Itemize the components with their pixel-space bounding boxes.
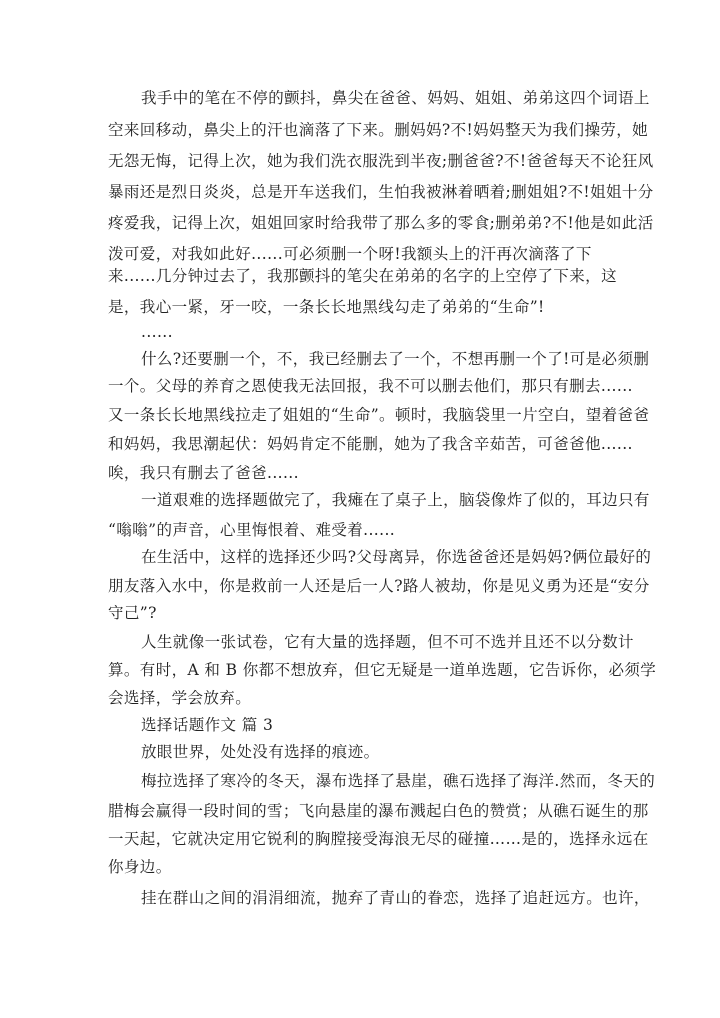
text-line: 在生活中，这样的选择还少吗?父母离异，你选爸爸还是妈妈?俩位最好的 — [141, 548, 652, 566]
text-line: 无怨无悔，记得上次，她为我们洗衣服洗到半夜;删爸爸?不!爸爸每天不论狂风 — [108, 152, 654, 170]
text-line: 算。有时，A 和 B 你都不想放弃，但它无疑是一道单选题，它告诉你，必须学 — [108, 661, 657, 679]
text-line: 守己”? — [108, 604, 157, 622]
text-line: 腊梅会赢得一段时间的雪；飞向悬崖的瀑布溅起白色的赞赏；从礁石诞生的那 — [108, 802, 649, 820]
text-line: 是，我心一紧，牙一咬，一条长长地黑线勾走了弟弟的“生命”! — [108, 298, 545, 316]
text-line: 你身边。 — [108, 858, 172, 876]
text-line: 暴雨还是烈日炎炎，总是开车送我们，生怕我被淋着晒着;删姐姐?不!姐姐十分 — [108, 183, 654, 201]
text-line: 什么?还要删一个，不，我已经删去了一个，不想再删一个了!可是必须删 — [141, 350, 650, 368]
text-line: 挂在群山之间的涓涓细流，抛弃了青山的眷恋，选择了追赶远方。也许， — [141, 889, 650, 907]
text-line: 人生就像一张试卷，它有大量的选择题，但不可不选并且还不以分数计 — [141, 633, 634, 651]
text-line: 放眼世界，处处没有选择的痕迹。 — [141, 743, 380, 761]
text-line: 疼爱我，记得上次，姐姐回家时给我带了那么多的零食;删弟弟?不!他是如此活 — [108, 214, 654, 232]
text-line: 一个。父母的养育之恩使我无法回报，我不可以删去他们，那只有删去...... — [108, 377, 633, 395]
text-line: 和妈妈，我思潮起伏：妈妈肯定不能删，她为了我含辛茹苦，可爸爸他...... — [108, 435, 633, 453]
section-heading: 选择话题作文 篇 3 — [141, 716, 274, 734]
text-line: 又一条长长地黑线拉走了姐姐的“生命”。顿时，我脑袋里一片空白，望着爸爸 — [108, 406, 650, 424]
text-line: 泼可爱，对我如此好......可必须删一个呀!我额头上的汗再次滴落了下 — [108, 245, 592, 263]
text-line: 空来回移动，鼻尖上的汗也滴落了下来。删妈妈?不!妈妈整天为我们操劳，她 — [108, 121, 649, 139]
text-line: 唉，我只有删去了爸爸...... — [108, 464, 299, 482]
text-line: 梅拉选择了寒冷的冬天，瀑布选择了悬崖，礁石选择了海洋.然而，冬天的 — [141, 772, 656, 790]
text-line: “嗡嗡”的声音，心里悔恨着、难受着...... — [108, 521, 396, 539]
text-line: 一天起，它就决定用它锐利的胸膛接受海浪无尽的碰撞……是的，选择永远在 — [108, 830, 649, 848]
text-line: 一道艰难的选择题做完了，我瘫在了桌子上，脑袋像炸了似的，耳边只有 — [141, 491, 650, 509]
text-line: 会选择，学会放弃。 — [108, 689, 252, 707]
text-line: 朋友落入水中，你是救前一人还是后一人?路人被劫，你是见义勇为还是“安分 — [108, 577, 650, 595]
text-line: ...... — [141, 323, 173, 341]
text-line: 来......几分钟过去了，我那颤抖的笔尖在弟弟的名字的上空停了下来，这 — [108, 267, 617, 285]
text-line: 我手中的笔在不停的颤抖，鼻尖在爸爸、妈妈、姐姐、弟弟这四个词语上 — [141, 89, 650, 107]
